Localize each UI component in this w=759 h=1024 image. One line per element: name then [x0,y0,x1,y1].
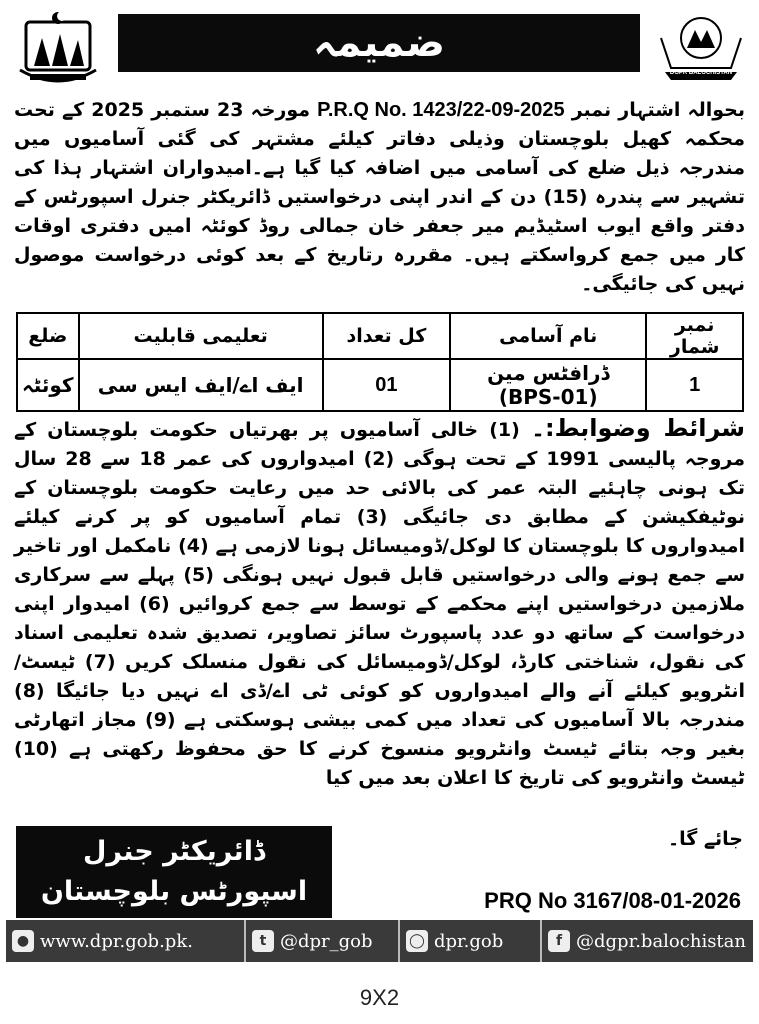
col-header-serial: نمبر شمار [646,313,743,359]
footer-website[interactable] [6,920,246,962]
signature-block [16,826,332,918]
globe-icon: ● [12,930,34,952]
dgpr-logo-text: DGPR BALOCHISTAN [669,70,733,76]
signature-line2: اسپورٹس بلوچستان [40,876,308,907]
balochistan-emblem-icon [12,8,104,90]
terms-body: (1) خالی آسامیوں پر بھرتیاں حکومت بلوچستان کے مروجہ پالیسی 1991 کے تحت ہوگی (2) امیدواروں کی عمر 18 سے 28 سال تک ہونی چاہئیے البتہ عمر کی بالائی حد میں رعایت حکومت بلوچستان کے نوٹیفکیشن کے مطابق دی جائیگی (3) تمام آسامیوں کو پر کرنے کیلئے امیدواروں کا بلوچستان کا لوکل/ڈومیسائل ہونا لازمی ہے (4) نامکمل اور تاخیر سے جمع ہونے والی درخواستیں قابل قبول نہیں ہونگی (5) پہلے سے سرکاری ملازمین درخواستیں اپنے محکمے کے توسط سے جمع کروائیں (6) امیدوار اپنی درخواست کے ساتھ دو عدد پاسپورٹ سائز تصاویر، تصدیق شدہ تعلیمی اسناد کی نقول، شناختی کارڈ، لوکل/ڈومیسائل کی نقول منسلک کریں (7) ٹیسٹ/انٹرویو کیلئے آنے والے امیدواروں کو کوئی ٹی اے/ڈی اے نہیں دیا جائیگا (8) مندرجہ بالا آسامیوں کی تعداد میں کمی بیشی ہوسکتی ہے (9) مجاز اتھارٹی بغیر وجہ بتائے ٹیسٹ وانٹرویو منسوخ کرنے کا حق محفوظ رکھتی ہے (10) ٹیسٹ وانٹرویو کی تاریخ کا اعلان بعد میں کیا [14,419,746,789]
col-header-count: کل تعداد [323,313,450,359]
col-header-qualification: تعلیمی قابلیت [79,313,323,359]
advertisement [6,6,753,962]
cell-count: 01 [323,359,450,411]
intro-prq-ref: P.R.Q No. 1423/22-09-2025 [317,99,565,121]
intro-date: مورخہ 23 ستمبر 2025 کے تحت محکمہ [14,99,745,150]
page-title: ضمیمہ [118,14,640,72]
facebook-icon: f [548,930,570,952]
cell-qualification: ایف اے/ایف ایس سی [79,359,323,411]
dgpr-logo-icon [655,8,747,90]
signature-line1: ڈائریکٹر جنرل [83,836,265,867]
posts-table [16,312,744,412]
table-row [17,359,743,411]
footer-twitter-text: @dpr_gob [280,930,373,952]
terms-closing: جائے گا۔ [667,828,743,850]
footer-instagram[interactable] [400,920,542,962]
col-header-district: ضلع [17,313,79,359]
cell-post: ڈرافٹس مین (BPS-01) [450,359,646,411]
footer-website-text: www.dpr.gob.pk. [40,930,193,952]
intro-ref-prefix: بحوالہ اشتہار نمبر [571,99,745,121]
intro-body: کھیل بلوچستان وذیلی دفاتر کیلئے مشتہر کی گئی آسامیوں میں مندرجہ ذیل ضلع کی آسامی میں اضافہ کیا گیا ہے۔امیدواران اشتہار ہذا کی تشہیر سے پندرہ (15) دن کے اندر اپنی درخواستیں ڈائریکٹر جنرل اسپورٹس کے دفتر واقع ایوب اسٹیڈیم میر جعفر خان جمالی روڈ کوئٹہ امیں دفتری اوقات کار میں جمع کرواسکتے ہیں۔ مقررہ رتاریخ کے بعد کوئی درخواست موصول نہیں کی جائیگی۔ [14,128,745,295]
footer-bar [6,920,753,962]
footer-instagram-text: dpr.gob [434,930,504,952]
ad-size-label: 9X2 [359,985,400,1010]
footer-facebook-text: @dgpr.balochistan [576,930,746,952]
terms-title: شرائط وضوابط:۔ [530,414,746,442]
cell-district: کوئٹہ [17,359,79,411]
instagram-icon: ◯ [406,930,428,952]
prq-number: PRQ No 3167/08-01-2026 [484,888,741,913]
footer-facebook[interactable] [542,920,752,962]
table-header-row [17,313,743,359]
terms-section [14,414,745,793]
cell-serial: 1 [646,359,743,411]
col-header-post: نام آسامی [450,313,646,359]
intro-paragraph [14,96,745,299]
twitter-icon: t [252,930,274,952]
footer-twitter[interactable] [246,920,400,962]
